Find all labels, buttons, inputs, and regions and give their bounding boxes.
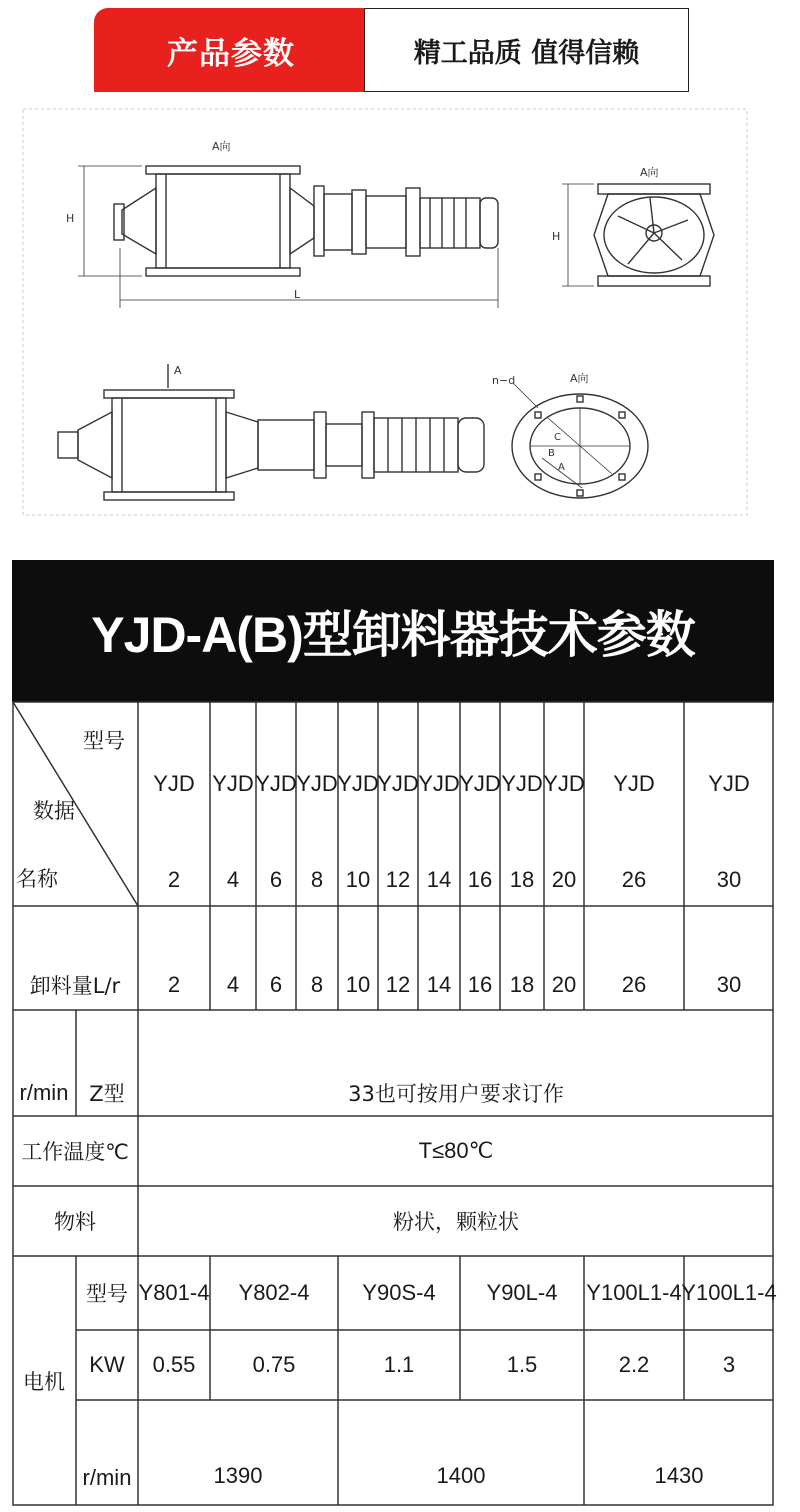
a-direction-label-2: A向 xyxy=(640,166,659,179)
speed-value: 33也可按用户要求订作 xyxy=(348,1082,564,1106)
speed-label: r/min xyxy=(19,1080,69,1105)
discharge-value: 18 xyxy=(509,972,535,997)
model-number: 4 xyxy=(226,867,240,892)
model-number: 10 xyxy=(345,867,371,892)
motor-kw-value: 3 xyxy=(722,1352,736,1377)
motor-kw-value: 0.55 xyxy=(152,1352,196,1377)
a-direction-label-3: A向 xyxy=(570,372,589,385)
motor-model-label: 型号 xyxy=(86,1282,128,1306)
drawing-svg xyxy=(22,108,748,516)
discharge-label: 卸料量L/r xyxy=(29,974,121,998)
discharge-value: 8 xyxy=(310,972,324,997)
product-params-label: 产品参数 xyxy=(94,8,368,92)
discharge-value: 26 xyxy=(621,972,647,997)
motor-model-value: Y801-4 xyxy=(138,1280,210,1305)
flange-view xyxy=(512,384,648,498)
model-prefix: YJD xyxy=(377,771,419,796)
model-number: 6 xyxy=(269,867,283,892)
rpm-label: r/min xyxy=(82,1464,132,1490)
model-prefix: YJD xyxy=(459,771,501,796)
motor-model-value: Y100L1-4 xyxy=(586,1280,682,1305)
height-label-2: H xyxy=(552,230,561,243)
model-number: 14 xyxy=(426,867,452,892)
model-prefix: YJD xyxy=(501,771,543,796)
parameter-table xyxy=(12,560,777,1507)
nd-label: n−d xyxy=(492,374,516,387)
motor-rpm-value: 1400 xyxy=(436,1463,486,1488)
discharge-value: 10 xyxy=(345,972,371,997)
motor-rpm-value: 1430 xyxy=(654,1463,704,1488)
a-direction-label-1: A向 xyxy=(212,140,231,153)
model-prefix: YJD xyxy=(418,771,460,796)
model-number: 20 xyxy=(551,867,577,892)
corner-data-label: 数据 xyxy=(33,799,75,823)
model-number: 16 xyxy=(467,867,493,892)
model-number: 12 xyxy=(385,867,411,892)
material-value: 粉状，颗粒状 xyxy=(393,1210,519,1234)
model-prefix: YJD xyxy=(337,771,379,796)
discharge-value: 6 xyxy=(269,972,283,997)
temp-value: T≤80℃ xyxy=(418,1138,494,1163)
z-type-label: Z型 xyxy=(89,1082,125,1106)
quality-slogan: 精工品质 值得信赖 xyxy=(364,8,689,92)
arrow-a-label: A xyxy=(174,364,182,377)
model-number: 26 xyxy=(621,867,647,892)
motor-model-value: Y90L-4 xyxy=(486,1280,558,1305)
temp-label: 工作温度℃ xyxy=(21,1140,129,1164)
motor-model-value: Y100L1-4 xyxy=(681,1280,777,1305)
model-number: 30 xyxy=(716,867,742,892)
motor-kw-value: 2.2 xyxy=(618,1352,650,1377)
drawing-frame xyxy=(23,109,747,515)
model-prefix: YJD xyxy=(708,771,750,796)
table-title: YJD-A(B)型卸料器技术参数 xyxy=(12,560,774,702)
discharge-value: 14 xyxy=(426,972,452,997)
material-label: 物料 xyxy=(54,1210,96,1234)
side-view-1 xyxy=(78,166,498,308)
corner-model-label: 型号 xyxy=(83,729,125,753)
motor-model-value: Y802-4 xyxy=(238,1280,310,1305)
discharge-value: 12 xyxy=(385,972,411,997)
header-banner xyxy=(94,8,689,92)
discharge-value: 16 xyxy=(467,972,493,997)
model-prefix: YJD xyxy=(255,771,297,796)
technical-drawing xyxy=(22,108,748,516)
model-number: 8 xyxy=(310,867,324,892)
motor-kw-value: 1.5 xyxy=(506,1352,538,1377)
motor-rpm-value: 1390 xyxy=(213,1463,263,1488)
model-prefix: YJD xyxy=(212,771,254,796)
motor-model-value: Y90S-4 xyxy=(362,1280,436,1305)
motor-label: 电机 xyxy=(23,1369,65,1394)
corner-name-label: 名称 xyxy=(16,867,58,891)
model-prefix: YJD xyxy=(613,771,655,796)
discharge-value: 2 xyxy=(167,972,181,997)
model-number: 18 xyxy=(509,867,535,892)
model-number: 2 xyxy=(167,867,181,892)
model-prefix: YJD xyxy=(296,771,338,796)
discharge-value: 4 xyxy=(226,972,240,997)
motor-kw-value: 1.1 xyxy=(383,1352,415,1377)
flange-a-label: A xyxy=(558,462,565,473)
discharge-value: 20 xyxy=(551,972,577,997)
flange-b-label: B xyxy=(548,448,555,459)
flange-c-label: C xyxy=(554,432,561,443)
discharge-value: 30 xyxy=(716,972,742,997)
motor-kw-value: 0.75 xyxy=(252,1352,296,1377)
model-prefix: YJD xyxy=(543,771,585,796)
side-view-2 xyxy=(58,364,484,500)
height-label-1: H xyxy=(66,212,75,225)
model-prefix: YJD xyxy=(153,771,195,796)
end-view-1 xyxy=(562,184,714,286)
kw-label: KW xyxy=(89,1352,125,1377)
length-label: L xyxy=(294,288,301,301)
